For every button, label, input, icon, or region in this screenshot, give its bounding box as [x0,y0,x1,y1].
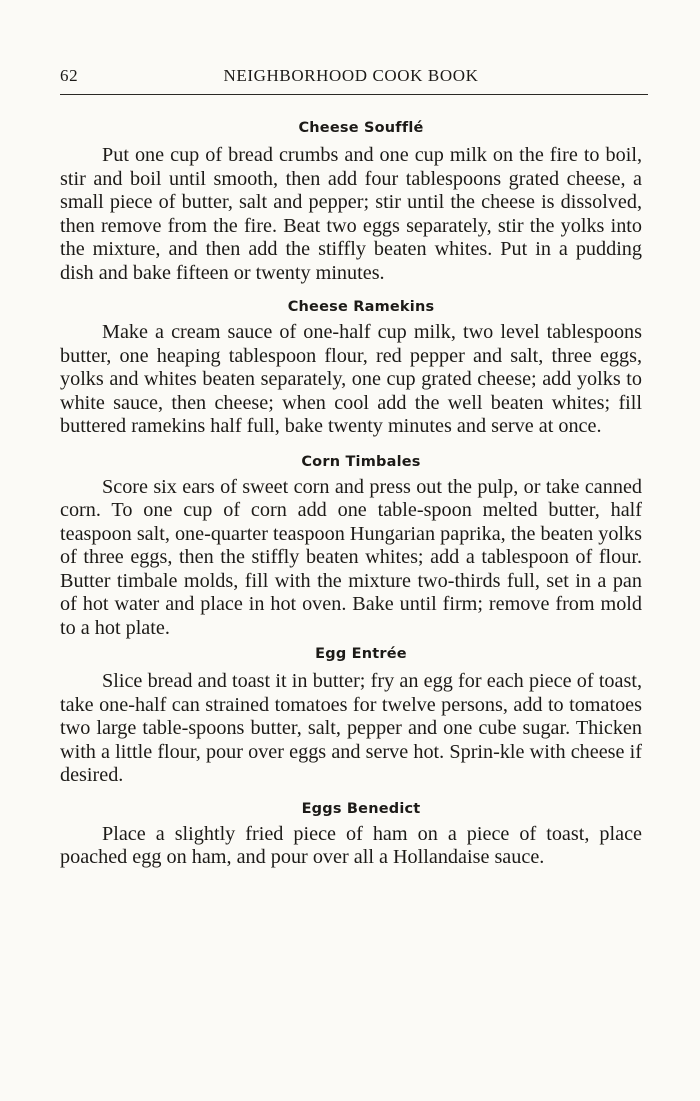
book-page [60,62,642,870]
page-number: 62 [60,66,79,85]
recipe-title-eggs-benedict: Eggs Benedict [301,800,421,817]
recipe-body-egg-entree: Slice bread and toast it in butter; fry an egg for each piece of toast, take one-half can strained tomatoes for twelve persons, add to tomatoes two large table-spoons butter, salt, pepper and one cube sugar. Thicken with a little flour, pour over eggs and serve hot. Sprin-kle with cheese if desired. [60,670,642,786]
recipe-title-egg-entree: Egg Entrée [315,646,407,662]
recipe-body-cheese-ramekins: Make a cream sauce of one-half cup milk, two level tablespoons butter, one heaping tablespoon flour, red pepper and salt, three eggs, yolks and whites beaten separately, one cup grated cheese; add yolks to white sauce, then cheese; when cool add the well beaten whites; fill buttered ramekins half full, bake twenty minutes and serve at once. [60,321,642,437]
recipe-body-eggs-benedict: Place a slightly fried piece of ham on a piece of toast, place poached egg on ham, and pour over all a Hollandaise sauce. [60,822,642,868]
recipe-title-cheese-ramekins: Cheese Ramekins [287,299,435,315]
running-head [60,62,642,90]
recipe-title-cheese-souffle: Cheese Soufflé [298,120,424,136]
book-title: NEIGHBORHOOD COOK BOOK [223,66,479,85]
recipe-body-corn-timbales: Score six ears of sweet corn and press out the pulp, or take canned corn. To one cup of corn add one table-spoon melted butter, half teaspoon salt, one-quarter teaspoon Hungarian paprika, the beaten yolks of three eggs, then the stiffly beaten whites; add a tablespoon of flour. Butter timbale molds, fill with the mixture two-thirds full, set in a pan of hot water and place in hot oven. Bake until firm; remove from mold to a hot plate. [60,475,642,639]
header-rule [60,94,648,95]
recipe-title-corn-timbales: Corn Timbales [301,453,421,470]
recipe-body-cheese-souffle: Put one cup of bread crumbs and one cup milk on the fire to boil, stir and boil until smooth, then add four tablespoons grated cheese, a small piece of butter, salt and pepper; stir until the cheese is dissolved, then remove from the fire. Beat two eggs separately, stir the yolks into the mixture, and then add the stiffly beaten whites. Put in a pudding dish and bake fifteen or twenty minutes. [60,144,642,284]
